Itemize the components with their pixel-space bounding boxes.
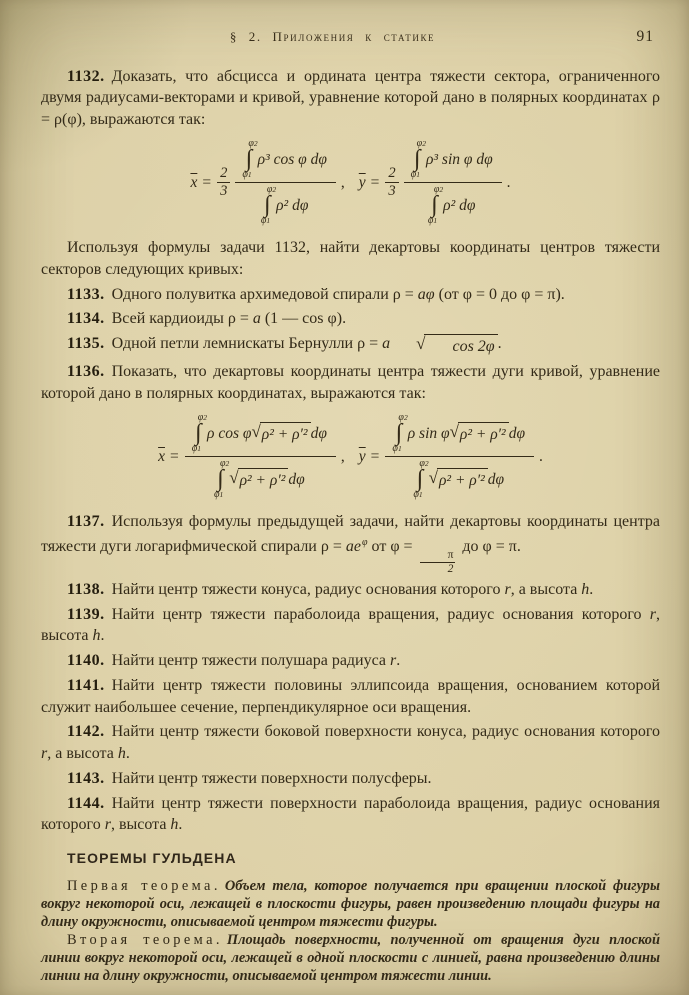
math-lhs-x: $\overline{x}$: [190, 174, 198, 192]
integral: [260, 184, 277, 227]
math-var: r: [390, 652, 397, 670]
integral-upper-limit: φ2: [419, 458, 429, 470]
problem-number: 1133.: [67, 285, 105, 303]
integral-sign: ∫: [245, 146, 253, 173]
math-var: r: [104, 816, 111, 834]
intro-paragraph: Используя формулы задачи 1132, найти декартовы координаты центров тяжести секторов следующих кривых:: [41, 239, 660, 278]
problem-number: 1141.: [67, 677, 105, 695]
period: .: [539, 447, 543, 465]
integral-sign: ∫: [217, 466, 224, 493]
problem-number: 1134.: [67, 310, 105, 328]
problem-1133: 1133. Одного полувитка архимедовой спирали ρ = aφ (от φ = 0 до φ = π).: [67, 285, 565, 303]
integral-lower-limit: φ1: [242, 169, 252, 181]
integrand: ρ² dφ: [443, 197, 476, 215]
radical-sign: √: [416, 334, 426, 354]
inline-fraction-pi-over-2: $\frac{\pi}{2}$: [420, 550, 456, 575]
problem-1142: 1142. Найти центр тяжести боковой поверхности конуса, радиус основания которого r, а высота h.: [41, 723, 660, 762]
integral-upper-limit: φ2: [416, 138, 426, 150]
section-title: § 2. Приложения к статике: [229, 29, 436, 44]
problem-number: 1132.: [67, 68, 105, 85]
problem-1144: 1144. Найти центр тяжести поверхности параболоида вращения, радиус основания которого r, высота h.: [41, 794, 660, 834]
integrand: ρ³ sin φ dφ: [425, 151, 493, 169]
math-var: h: [117, 744, 126, 762]
integral-sign: ∫: [431, 192, 438, 219]
math-var: ae: [345, 538, 361, 556]
guldin-heading: ТЕОРЕМЫ ГУЛЬДЕНА: [67, 850, 237, 867]
math-var: h: [170, 816, 179, 834]
equals-sign: =: [370, 447, 380, 465]
problem-number: 1140.: [67, 652, 105, 670]
math-lhs-x: $\overline{x}$: [158, 447, 165, 465]
radical-expression: √ ρ² + ρ′²: [450, 422, 509, 445]
integral-sign: ∫: [264, 192, 271, 219]
radical-sign: √: [428, 467, 438, 487]
coefficient-two-thirds: $\frac{2}{3}$: [385, 166, 398, 199]
integral: [191, 412, 208, 455]
integral-upper-limit: φ2: [433, 184, 444, 196]
integral-upper-limit: φ2: [398, 412, 408, 424]
fraction: φ2 ∫ φ1 ρ cos φ √ ρ² + ρ′² dφ φ2 ∫ φ1 √ ρ² + ρ′² dφ: [185, 413, 336, 500]
problem-1136: 1136. Показать, что декартовы координаты центра тяжести дуги кривой, уравнение которой дано в полярных координатах, выражаются так:: [41, 363, 660, 402]
theorem-text: Площадь поверхности, полученной от вращения дуги плоской линии вокруг некоторой оси, лежащей в одной плоскости с линией, равна произведению длины линии на длину окружности, описываемой центром тяжести линии.: [41, 932, 661, 985]
equals-sign: =: [202, 174, 212, 192]
radical-expression: √ cos 2φ: [390, 334, 498, 357]
integral: [410, 138, 426, 181]
integral-lower-limit: φ1: [191, 443, 202, 455]
integrand: ρ² dφ: [276, 197, 309, 215]
problem-number: 1137.: [67, 513, 105, 531]
math-var: h: [92, 627, 101, 645]
integral-sign: ∫: [395, 420, 403, 447]
problem-1138: 1138. Найти центр тяжести конуса, радиус основания которого r, а высота h.: [67, 580, 594, 598]
equals-sign: =: [370, 174, 380, 192]
integral: [413, 458, 429, 501]
exponent: φ: [361, 537, 368, 549]
radical-sign: √: [229, 467, 239, 487]
radical-expression: √ ρ² + ρ′²: [229, 468, 288, 491]
running-head: [41, 26, 660, 50]
fraction: φ2 ∫ φ1 ρ sin φ √ ρ² + ρ′² dφ φ2 ∫ φ1 √ ρ² + ρ′² dφ: [385, 413, 534, 500]
problem-number: 1136.: [67, 363, 105, 381]
problem-1140: 1140. Найти центр тяжести полушара радиуса r.: [67, 652, 401, 670]
integrand: ρ cos φ: [207, 424, 252, 442]
equation-1132: [41, 139, 660, 226]
integral-sign: ∫: [414, 146, 421, 173]
integral-lower-limit: φ1: [427, 215, 438, 227]
math-var: a: [252, 310, 261, 328]
integral-lower-limit: φ1: [392, 443, 402, 455]
integral-lower-limit: φ1: [410, 169, 420, 181]
period: .: [506, 174, 511, 192]
integral-upper-limit: φ2: [248, 138, 258, 150]
math-var: a: [382, 335, 391, 353]
problem-number: 1139.: [67, 605, 105, 623]
radical-expression: √ ρ² + ρ′²: [429, 468, 488, 491]
page-number: 91: [636, 28, 654, 45]
equation-1136-x: [158, 413, 345, 500]
radical-expression: √ ρ² + ρ′²: [251, 422, 310, 445]
integral: [392, 412, 408, 455]
problem-1132: [41, 66, 660, 130]
integral: [213, 458, 230, 501]
math-lhs-y: $\overline{y}$: [358, 447, 366, 465]
integral: [242, 138, 258, 181]
integrand: ρ sin φ: [407, 424, 450, 442]
equation-1136-y: [359, 413, 543, 500]
math-var: r: [649, 605, 656, 623]
integral-upper-limit: φ2: [219, 458, 230, 470]
integral-lower-limit: φ1: [213, 489, 224, 501]
integral-lower-limit: φ1: [260, 215, 271, 227]
problem-1135: 1135. Одной петли лемнискаты Бернулли ρ = a √ cos 2φ .: [41, 333, 660, 357]
theorem-label: Вторая теорема.: [67, 932, 223, 949]
fraction: [235, 139, 336, 226]
integral-sign: ∫: [195, 420, 202, 447]
integral-upper-limit: φ2: [197, 412, 208, 424]
problem-text: Доказать, что абсцисса и ордината центра тяжести сектора, ограниченного двумя радиусами-векторами и кривой, уравнение которой дано в полярных координатах ρ = ρ(φ), выражаются так:: [41, 68, 660, 128]
problem-number: 1138.: [67, 580, 105, 598]
page-content: [41, 26, 660, 985]
equation-1132-y: [359, 139, 511, 226]
problem-1137: 1137. Используя формулы предыдущей задачи, найти декартовы координаты центра тяжести дуги логарифмической спирали $\rho = ae^\varphi$ от φ = $\frac{\pi}{2}$ до φ = π.: [41, 513, 660, 576]
comma: ,: [340, 174, 345, 192]
integral-upper-limit: φ2: [266, 184, 277, 196]
radical-sign: √: [449, 421, 459, 441]
problem-number: 1143.: [67, 769, 105, 787]
guldin-second-theorem: [41, 931, 660, 985]
guldin-first-theorem: [41, 877, 660, 931]
problem-number: 1144.: [67, 794, 105, 812]
problem-1141: 1141. Найти центр тяжести половины эллипсоида вращения, основанием которой служит наибольшее сечение, перпендикулярное оси вращения.: [41, 677, 660, 716]
math-lhs-y: $\overline{y}$: [358, 174, 366, 192]
comma: ,: [340, 447, 345, 465]
integral: [427, 184, 444, 227]
problem-number: 1142.: [67, 723, 105, 741]
math-var: r: [41, 744, 48, 762]
math-var: r: [504, 580, 511, 598]
integral-lower-limit: φ1: [413, 489, 423, 501]
problem-1143: 1143. Найти центр тяжести поверхности полусферы.: [67, 769, 432, 787]
coefficient-two-thirds: $\frac{2}{3}$: [217, 166, 230, 199]
theorem-text: Объем тела, которое получается при вращении плоской фигуры вокруг некоторой оси, лежащей в плоскости фигуры, равен произведению площади фигуры на длину окружности, описываемой центром тяжести фигуры.: [41, 877, 660, 931]
equation-1136: [41, 413, 660, 500]
radical-sign: √: [251, 421, 261, 441]
problem-1139: 1139. Найти центр тяжести параболоида вращения, радиус основания которого r, высота h.: [41, 605, 660, 645]
equation-1132-x: [190, 139, 344, 226]
theorem-label: Первая теорема.: [67, 877, 221, 894]
equals-sign: =: [169, 447, 179, 465]
math-var: aφ: [417, 285, 435, 303]
integral-sign: ∫: [416, 466, 424, 493]
math-var: h: [581, 580, 590, 598]
integrand: ρ³ cos φ dφ: [257, 151, 327, 169]
problem-1134: 1134. Всей кардиоиды ρ = a (1 — cos φ).: [67, 310, 347, 328]
problem-number: 1135.: [67, 335, 105, 353]
fraction: [404, 139, 502, 226]
